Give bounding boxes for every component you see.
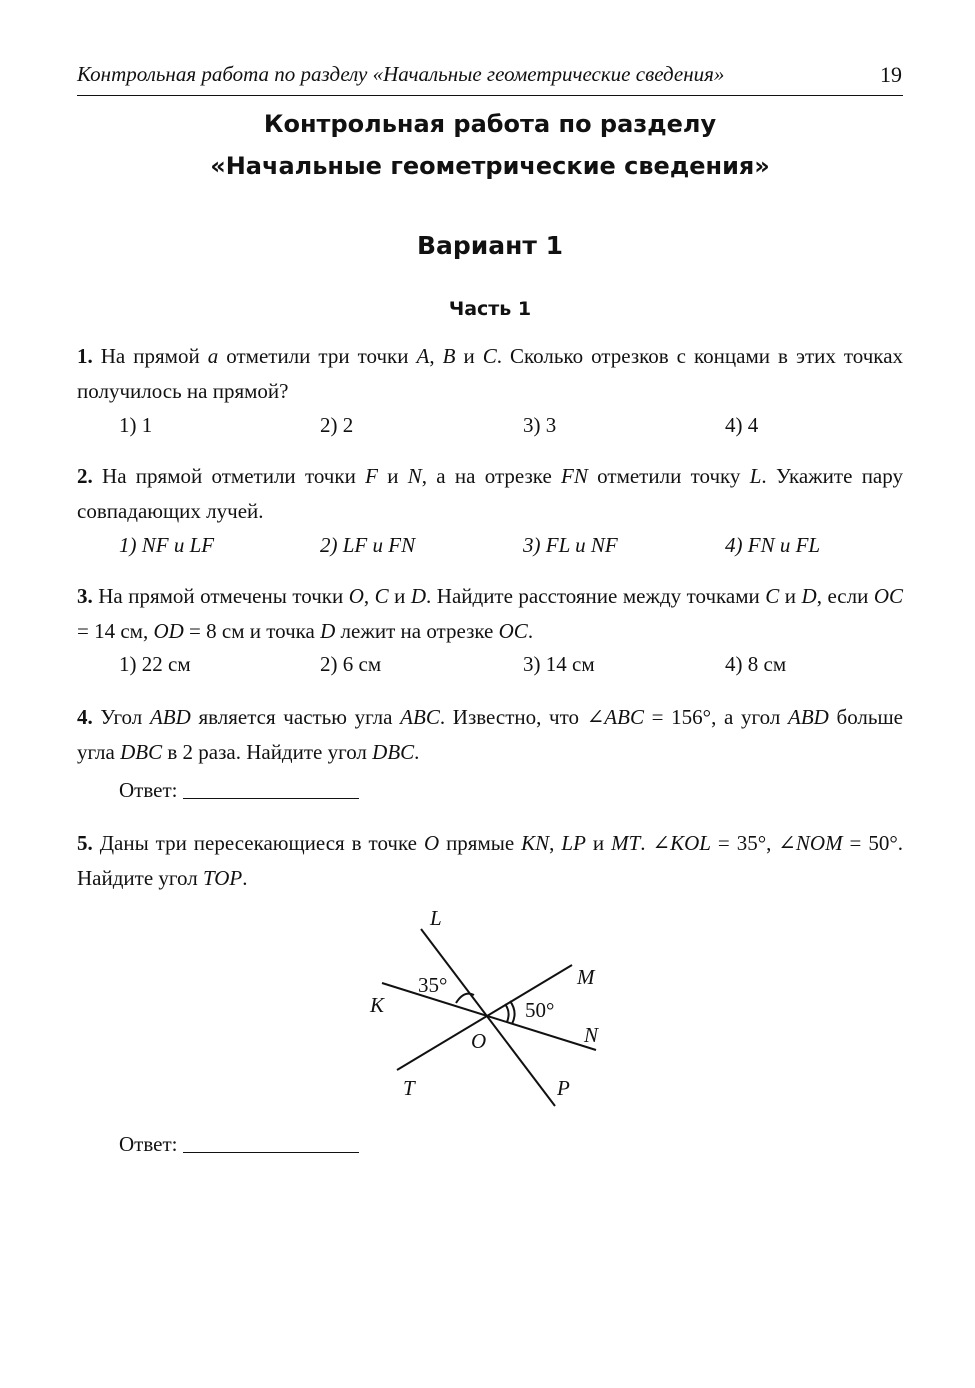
option[interactable]: 3) FL и NF bbox=[523, 533, 618, 557]
option[interactable]: 1) 22 см bbox=[119, 652, 191, 676]
running-header-title: Контрольная работа по разделу «Начальные геометрические сведения» bbox=[77, 62, 725, 86]
question-4-text: 4. Угол ABD является частью угла ABC. Известно, что ∠ABC = 156°, а угол ABD больше угла DBC в 2 раза. Найдите угол DBC. bbox=[77, 705, 903, 764]
option[interactable]: 2) LF и FN bbox=[320, 533, 416, 557]
variant-heading: Вариант 1 bbox=[416, 231, 564, 260]
option[interactable]: 4) 8 см bbox=[725, 652, 787, 676]
option[interactable]: 3) 14 см bbox=[523, 652, 595, 676]
question-5-answer bbox=[119, 1132, 359, 1157]
answer-label: Ответ: bbox=[119, 778, 178, 802]
line-kn bbox=[382, 983, 596, 1050]
option[interactable]: 2) 2 bbox=[320, 413, 354, 437]
question-3-text: 3. На прямой отмечены точки O, C и D. Найдите расстояние между точками C и D, если OC = 14 см, OD = 8 см и точка D лежит на отрезке OC. bbox=[77, 584, 904, 643]
question-2-text: 2. На прямой отметили точки F и N, а на отрезке FN отметили точку L. Укажите пару совпадающих лучей. bbox=[77, 464, 903, 523]
label-angle-35: 35° bbox=[418, 973, 448, 997]
label-p: P bbox=[557, 1076, 570, 1100]
page-title-line2: «Начальные геометрические сведения» bbox=[210, 152, 770, 180]
label-t: T bbox=[403, 1076, 415, 1100]
angle-arc-nom-2 bbox=[510, 1001, 515, 1024]
question-1-text: 1. На прямой a отметили три точки A, B и C. Сколько отрезков с концами в этих точках получилось на прямой? bbox=[77, 344, 904, 403]
option[interactable]: 4) FN и FL bbox=[725, 533, 821, 557]
label-n: N bbox=[584, 1023, 599, 1047]
option[interactable]: 1) NF и LF bbox=[119, 533, 215, 557]
label-m: M bbox=[577, 965, 595, 989]
page-title-line1: Контрольная работа по разделу bbox=[263, 110, 717, 138]
question-5-text: 5. Даны три пересекающиеся в точке O прямые KN, LP и MT. ∠KOL = 35°, ∠NOM = 50°. Найдите угол TOP. bbox=[77, 831, 903, 890]
option[interactable]: 1) 1 bbox=[119, 413, 153, 437]
option[interactable]: 4) 4 bbox=[725, 413, 759, 437]
option[interactable]: 3) 3 bbox=[523, 413, 557, 437]
label-l: L bbox=[430, 906, 442, 930]
option[interactable]: 2) 6 см bbox=[320, 652, 382, 676]
angle-arc-nom-1 bbox=[505, 1004, 509, 1022]
answer-field[interactable] bbox=[183, 1152, 359, 1153]
label-k: K bbox=[370, 993, 385, 1017]
answer-label: Ответ: bbox=[119, 1132, 178, 1156]
page-number: 19 bbox=[880, 62, 902, 87]
part-heading: Часть 1 bbox=[448, 298, 532, 320]
label-o: O bbox=[471, 1029, 487, 1053]
label-angle-50: 50° bbox=[525, 998, 555, 1022]
